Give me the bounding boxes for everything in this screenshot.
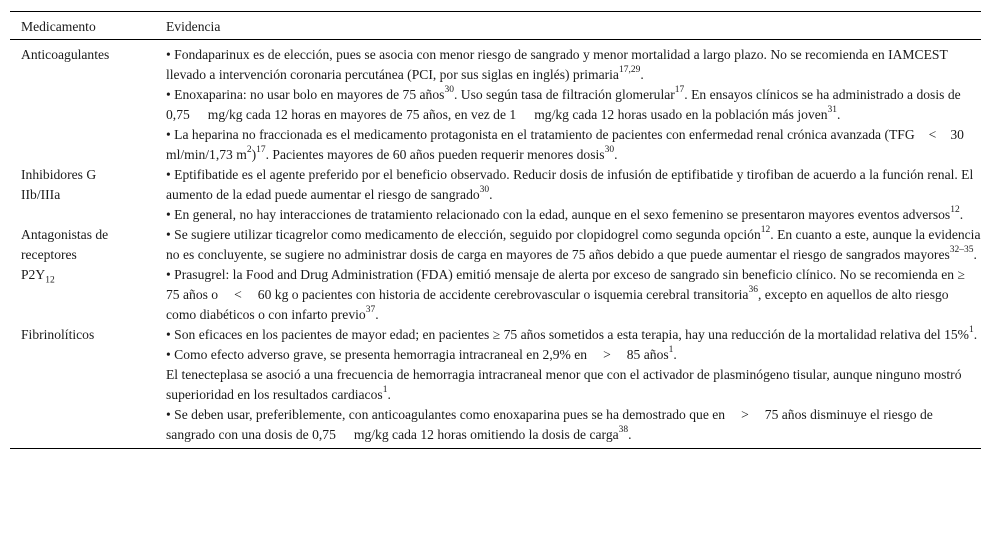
evidence-cell <box>156 165 981 225</box>
evidence-bullet: • Se sugiere utilizar ticagrelor como medicamento de elección, seguido por clopidogrel como segunda opción$^{12}$. En cuanto a este, aunque la evidencia no es concluyente, se sugiere no administrar dosis de carga en mayores de 75 años debido a que puede aumentar el riesgo de sangrados mayores$^{32-35}$. <box>166 225 981 262</box>
evidence-bullet: • Eptifibatide es el agente preferido por el beneficio observado. Reducir dosis de infusión de eptifibatide y tirofiban de acuerdo a la función renal. El aumento de la edad puede aumentar el riesgo de sangrado$^{30}$. <box>166 167 974 202</box>
table-row-antagonistas <box>10 225 981 325</box>
table-body <box>10 40 981 448</box>
evidence-bullet: • La heparina no fraccionada es el medicamento protagonista en el tratamiento de pacientes con enfermedad renal crónica avanzada (TFG < 30ml/min/1,73 $m^2)^{17}$. Pacientes mayores de 60 años pueden requerir menores dosis$^{30}$. <box>166 127 964 162</box>
evidence-bullet: • Prasugrel: la Food and Drug Administration (FDA) emitió mensaje de alerta por exceso de sangrado sin beneficio clínico. No se recomienda en ≥ 75 años o < 60 kg o pacientes con historia de accidente cerebrovascular o isquemia cerebral transitoria$^{36}$, excepto en aquellos de alto riesgo como diabéticos o con infarto previo$^{37}$. <box>166 267 965 322</box>
evidence-cell <box>156 325 981 445</box>
drug-name: Antagonistas de receptores $P2Y_{12}$ <box>21 227 109 286</box>
drug-name: Anticoagulantes <box>21 47 110 62</box>
evidence-cell <box>156 225 981 325</box>
table-row-inhibidores <box>10 165 981 225</box>
table-header <box>10 12 981 40</box>
table-row-anticoagulantes <box>10 45 981 165</box>
evidence-bullet: • Se deben usar, preferiblemente, con anticoagulantes como enoxaparina pues se ha demostrado que en > 75 años disminuye el riesgo de sangrado con una dosis de 0,75 mg/kg cada 12 horas omitiendo la dosis de carga$^{38}$. <box>166 407 933 442</box>
header-evidencia: Evidencia <box>166 18 221 34</box>
evidence-bullet: • Enoxaparina: no usar bolo en mayores de 75 años$^{30}$. Uso según tasa de filtración glomerular$^{17}$. En ensayos clínicos se ha administrado a dosis de 0,75 mg/kg cada 12 horas en mayores de 75 años, en vez de 1 mg/kg cada 12 horas usado en la población más joven$^{31}$. <box>166 85 961 122</box>
header-medicamento: Medicamento <box>21 18 96 34</box>
evidence-bullet: • Como efecto adverso grave, se presenta hemorragia intracraneal en 2,9% en > 85 años$^1$. <box>166 345 677 362</box>
drug-name: Fibrinolíticos <box>21 327 95 342</box>
evidence-bullet: • En general, no hay interacciones de tratamiento relacionado con la edad, aunque en el sexo femenino se presentaron mayores eventos adversos$^{12}$. <box>166 205 964 222</box>
evidence-table <box>10 11 981 449</box>
table-row-fibrinoliticos <box>10 325 981 445</box>
evidence-paragraph: El tenecteplasa se asoció a una frecuencia de hemorragia intracraneal menor que con el activador de plasminógeno tisular, aunque ninguno mostró superioridad en los resultados cardiacos$^1$. <box>166 367 962 402</box>
evidence-cell <box>156 45 981 165</box>
evidence-bullet: • Fondaparinux es de elección, pues se asocia con menor riesgo de sangrado y menor mortalidad a largo plazo. No se recomienda en IAMCEST llevado a intervención coronaria percutánea (PCI, por sus siglas en inglés) primaria$^{17,29}$. <box>166 47 948 82</box>
evidence-bullet: • Son eficaces en los pacientes de mayor edad; en pacientes ≥ 75 años sometidos a esta terapia, hay una reducción de la mortalidad relativa del 15%$^1$. <box>166 325 978 342</box>
drug-name: Inhibidores G IIb/IIIa <box>21 167 97 202</box>
